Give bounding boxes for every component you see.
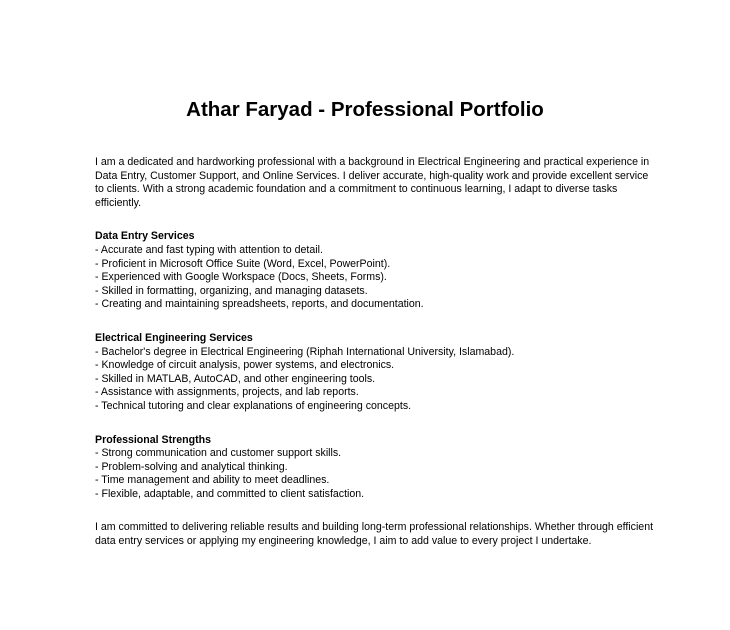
- list-item: - Knowledge of circuit analysis, power systems, and electronics.: [95, 359, 655, 373]
- list-item: - Time management and ability to meet deadlines.: [95, 474, 655, 488]
- intro-paragraph: I am a dedicated and hardworking professional with a background in Electrical Engineering and practical experience in Data Entry, Customer Support, and Online Services. I deliver accurate, high-quality work and provide excellent service to clients. With a strong academic foundation and a commitment to continuous learning, I adapt to diverse tasks efficiently.: [95, 156, 650, 209]
- document-body: [95, 156, 655, 549]
- section-electrical-engineering: [95, 332, 655, 414]
- list-item: - Skilled in formatting, organizing, and managing datasets.: [95, 285, 655, 299]
- section-heading: Professional Strengths: [95, 433, 211, 446]
- list-item: - Assistance with assignments, projects, and lab reports.: [95, 386, 655, 400]
- section-professional-strengths: [95, 434, 655, 502]
- section-heading: Data Entry Services: [95, 230, 195, 243]
- section-data-entry: [95, 230, 655, 312]
- list-item: - Strong communication and customer support skills.: [95, 447, 655, 461]
- list-item: - Experienced with Google Workspace (Docs, Sheets, Forms).: [95, 271, 655, 285]
- bullet-list: [95, 447, 655, 501]
- list-item: - Accurate and fast typing with attention to detail.: [95, 244, 655, 258]
- page-title: Athar Faryad - Professional Portfolio: [186, 98, 544, 121]
- list-item: - Technical tutoring and clear explanations of engineering concepts.: [95, 400, 655, 414]
- list-item: - Problem-solving and analytical thinking.: [95, 461, 655, 475]
- list-item: - Bachelor's degree in Electrical Engineering (Riphah International University, Islamabad).: [95, 346, 655, 360]
- list-item: - Creating and maintaining spreadsheets, reports, and documentation.: [95, 298, 655, 312]
- list-item: - Flexible, adaptable, and committed to client satisfaction.: [95, 488, 655, 502]
- list-item: - Proficient in Microsoft Office Suite (Word, Excel, PowerPoint).: [95, 258, 655, 272]
- section-heading: Electrical Engineering Services: [95, 331, 253, 344]
- list-item: - Skilled in MATLAB, AutoCAD, and other engineering tools.: [95, 373, 655, 387]
- bullet-list: [95, 346, 655, 414]
- closing-paragraph: I am committed to delivering reliable results and building long-term professional relationships. Whether through efficient data entry services or applying my engineering knowledge, I aim to add value to every project I undertake.: [95, 521, 654, 548]
- bullet-list: [95, 244, 655, 312]
